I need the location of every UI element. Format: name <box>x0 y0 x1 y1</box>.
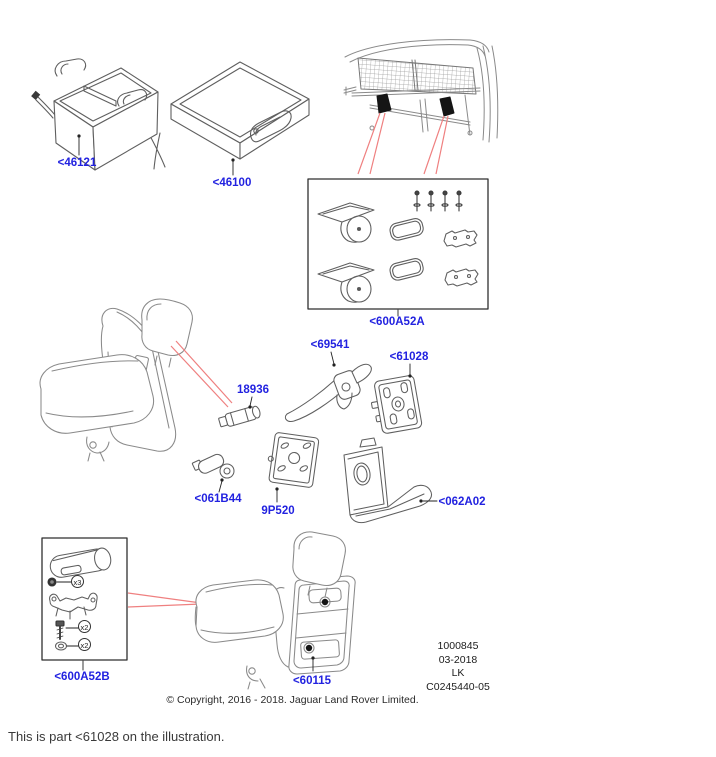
drawing-market: LK <box>451 667 465 680</box>
qty-badge-nut: x3 <box>71 575 84 588</box>
latch-part-drawing <box>218 397 261 429</box>
fitting-kit-a-drawing <box>308 179 488 316</box>
drawing-info-block <box>398 640 518 695</box>
part-link-18936[interactable]: 18936 <box>237 384 269 396</box>
part-link-46100[interactable]: <46100 <box>212 177 252 189</box>
part-link-600a52b[interactable]: <600A52B <box>54 671 110 683</box>
qty-badge-screw: x2 <box>78 620 91 633</box>
page-caption: This is part <61028 on the illustration. <box>8 729 225 744</box>
partition-highlight-lines <box>358 113 448 174</box>
part-link-600a52a[interactable]: <600A52A <box>369 316 425 328</box>
part-link-062a02[interactable]: <062A02 <box>438 496 486 508</box>
storage-case-drawing <box>171 62 309 175</box>
part-link-69541[interactable]: <69541 <box>310 339 350 351</box>
part-link-061b44[interactable]: <061B44 <box>194 493 242 505</box>
drawing-date: 03-2018 <box>438 653 478 666</box>
cargo-organiser-drawing <box>31 59 165 170</box>
handle-kit-highlight-lines <box>128 593 201 607</box>
release-lever-drawing <box>285 352 371 421</box>
tray-bracket-drawing <box>344 438 437 523</box>
part-link-61028[interactable]: <61028 <box>389 351 429 363</box>
knob-part-drawing <box>192 451 234 492</box>
mount-plate-small <box>445 269 478 286</box>
cargo-partition-drawing <box>344 40 498 142</box>
mounting-plate-61028-drawing <box>368 364 423 435</box>
part-link-60115[interactable]: <60115 <box>292 675 332 687</box>
drawing-ref: C0245440-05 <box>426 681 490 694</box>
seat-back-panel-drawing <box>195 532 355 689</box>
front-seat-drawing <box>40 299 192 461</box>
part-link-46121[interactable]: <46121 <box>57 157 97 169</box>
part-link-9p520[interactable]: 9P520 <box>261 505 295 517</box>
drawing-number: 1000845 <box>437 640 479 652</box>
qty-badge-washer: x2 <box>78 638 91 651</box>
mount-plate-small <box>444 230 477 247</box>
mounting-plate-9p520-drawing <box>265 432 319 502</box>
copyright-notice: © Copyright, 2016 - 2018. Jaguar Land Rover Limited. <box>166 694 419 706</box>
